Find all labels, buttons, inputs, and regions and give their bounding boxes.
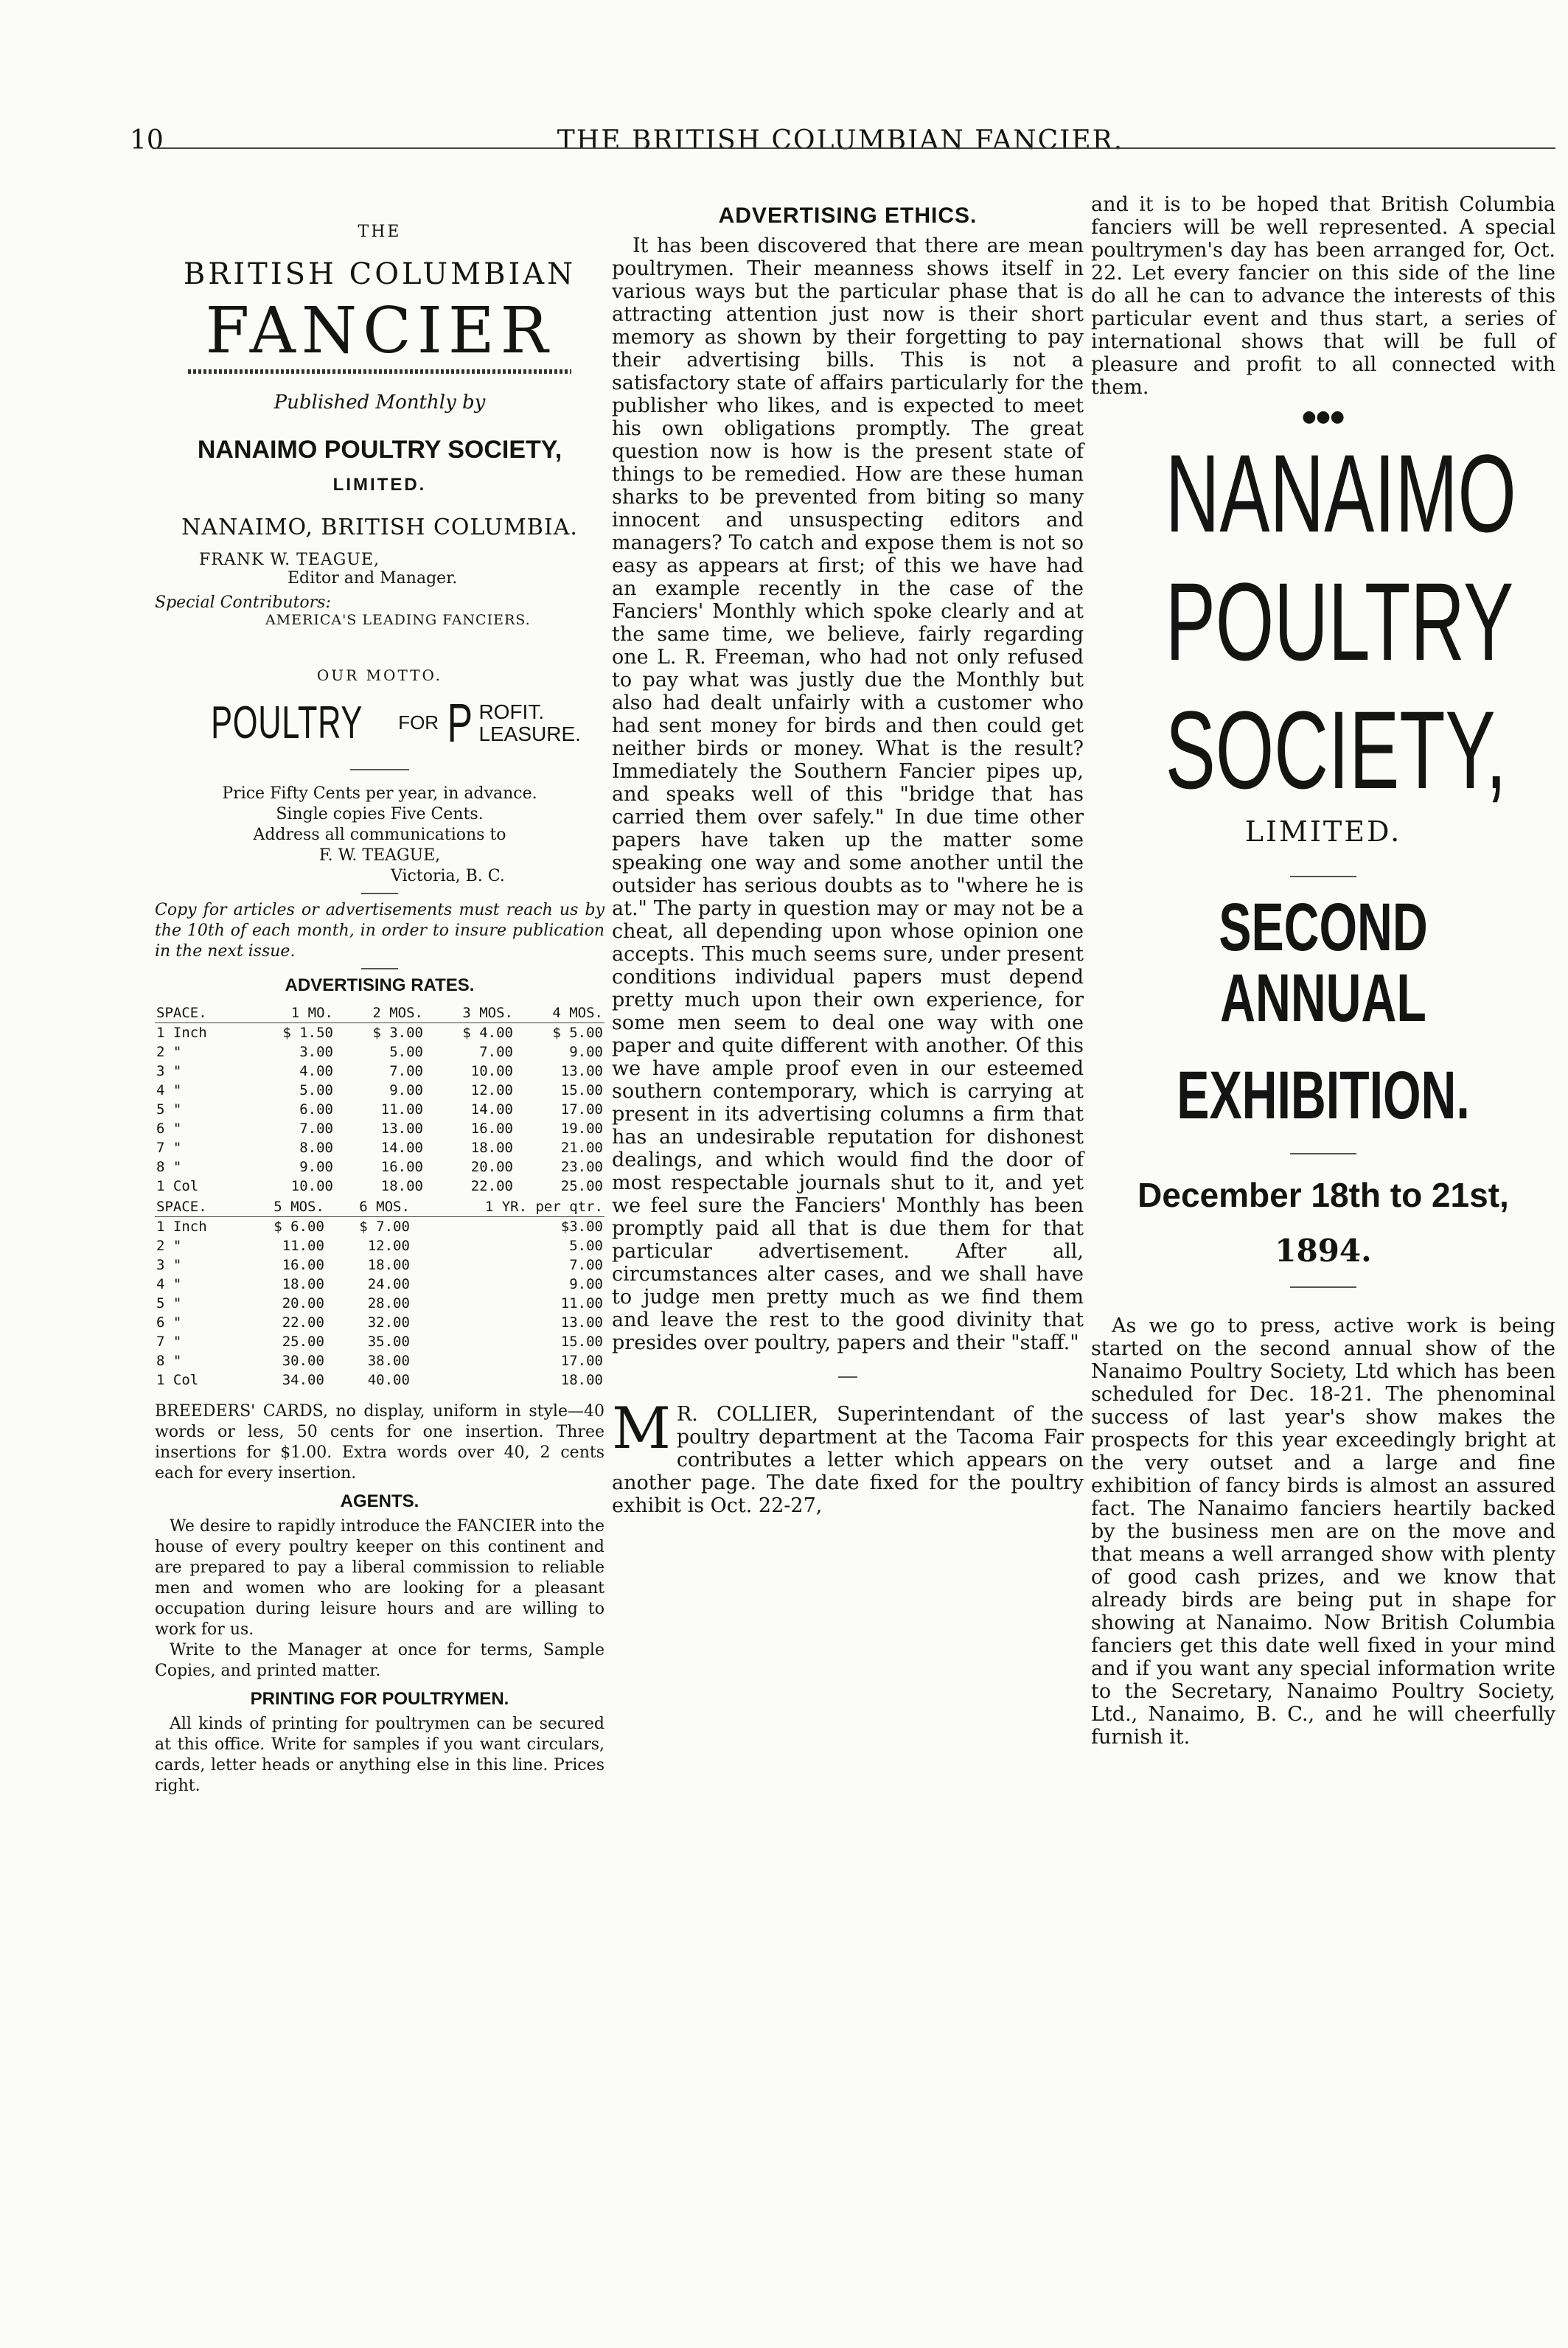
breeders-cards: BREEDERS' CARDS, no display, uniform in style—40 words or less, 50 cents for one insertion. Three insertions for $1.00. Extra words over 40, 2 cents each for every insertion. (155, 1402, 604, 1483)
rates2-cell: 28.00 (367, 1295, 410, 1311)
rates1-cell: 25.00 (560, 1178, 603, 1194)
agents-p2: Write to the Manager at once for terms, Sample Copies, and printed matter. (155, 1641, 604, 1680)
rates1-cell: 9.00 (299, 1159, 333, 1175)
rates1-header-cell: 4 MOS. (515, 1003, 604, 1023)
rates1-cell: 16.00 (470, 1121, 513, 1137)
running-head: THE BRITISH COLUMBIAN FANCIER. (557, 125, 1124, 156)
rates1-cell: 21.00 (560, 1140, 603, 1156)
rates1-cell: 13.00 (560, 1063, 603, 1079)
price-line1: Price Fifty Cents per year, in advance. (222, 784, 537, 803)
rates1-cell: 1 Col (156, 1178, 199, 1194)
rates1-row (155, 1100, 604, 1119)
rates-table-2 (155, 1197, 604, 1390)
rates2-cell: $3.00 (560, 1219, 603, 1235)
masthead-society: NANAIMO POULTRY SOCIETY, (197, 436, 562, 464)
rates2-cell: 18.00 (282, 1276, 324, 1292)
rates2-cell: 5.00 (569, 1238, 603, 1254)
motto-leasure: LEASURE. (478, 722, 581, 745)
rates1-row (155, 1119, 604, 1138)
ad-dates: December 18th to 21st, (1137, 1176, 1509, 1214)
rates1-cell: 5 " (156, 1101, 182, 1118)
rates2-cell: 7.00 (569, 1257, 603, 1273)
rates2-cell: 3 " (156, 1257, 182, 1273)
motto-rofit: ROFIT. (478, 700, 545, 723)
rates2-header-cell: SPACE. (155, 1197, 240, 1217)
rates1-cell: 14.00 (380, 1140, 423, 1156)
rates1-cell: 8 " (156, 1159, 182, 1175)
rates2-cell: 17.00 (560, 1353, 603, 1369)
printing-title: PRINTING FOR POULTRYMEN. (250, 1689, 509, 1709)
masthead-published: Published Monthly by (273, 391, 486, 414)
rates2-cell: 16.00 (282, 1257, 324, 1273)
ethics-column (612, 155, 1084, 1517)
price-line3: Address all communications to (253, 826, 506, 844)
rates2-cell: 9.00 (569, 1276, 603, 1292)
price-rule (361, 893, 398, 894)
col3-top-text: and it is to be hoped that British Columbia fanciers will be well represented. A special poultrymen's day has been arranged for, Oct. 22. Let every fancier on this side of the line do all he can to advance the interests of this particular event and thus start, a series of international shows that will be full of pleasure and profit to all connected with them. (1091, 193, 1555, 399)
masthead-place: NANAIMO, BRITISH COLUMBIA. (181, 515, 578, 540)
copy-rule (361, 968, 398, 969)
rates1-cell: 10.00 (470, 1063, 513, 1079)
rates1-cell: 10.00 (290, 1178, 333, 1194)
ad-nanaimo: NANAIMO (1165, 431, 1516, 555)
rates1-cell: 3 " (156, 1063, 182, 1079)
rates1-cell: $ 3.00 (372, 1025, 423, 1041)
motto (155, 691, 604, 754)
rates1-cell: 7.00 (299, 1121, 333, 1137)
rates2-row (155, 1313, 604, 1332)
ethics-title: ADVERTISING ETHICS. (718, 203, 978, 228)
rates2-cell: 13.00 (560, 1314, 603, 1331)
price-line5: Victoria, B. C. (391, 867, 505, 885)
rates1-cell: 2 " (156, 1044, 182, 1060)
rates2-cell: 40.00 (367, 1372, 410, 1388)
rates1-cell: 18.00 (380, 1178, 423, 1194)
rates2-row (155, 1236, 604, 1255)
rates2-cell: 20.00 (282, 1295, 324, 1311)
rates2-cell: 25.00 (282, 1334, 324, 1350)
rates1-row (155, 1062, 604, 1081)
rates1-cell: 5.00 (299, 1082, 333, 1098)
motto-poultry: POULTRY (211, 697, 363, 748)
press-note: As we go to press, active work is being started on the second annual show of the Nanaimo Poultry Society, Ltd which has been scheduled for Dec. 18-21. The phenominal success of last year's show makes the prospects for this year exceedingly bright at the very outset and a large and fine exhibition of fancy birds is almost an assured fact. The Nanaimo fanciers heartily backed by the business men are on the move and that means a well arranged show with plenty of good cash prizes, and we know that already birds are being put in shape for showing at Nanaimo. Now British Columbia fanciers get this date well fixed in your mind and if you want any special information write to the Secretary, Nanaimo Poultry Society, Ltd., Nanaimo, B. C., and he will cheerfully furnish it. (1091, 1314, 1555, 1749)
rates1-cell: 14.00 (470, 1101, 513, 1118)
masthead-limited: LIMITED. (332, 475, 427, 495)
rates1-cell: 13.00 (380, 1121, 423, 1137)
rates2-row (155, 1370, 604, 1390)
rates1-cell: 23.00 (560, 1159, 603, 1175)
masthead-contrib-value: AMERICA'S LEADING FANCIERS. (265, 612, 531, 628)
rates1-cell: 4.00 (299, 1063, 333, 1079)
rates1-cell: 17.00 (560, 1101, 603, 1118)
masthead-editor-name: FRANK W. TEAGUE, (199, 551, 380, 569)
rates1-row (155, 1042, 604, 1062)
rates2-row (155, 1217, 604, 1237)
rates2-cell: 18.00 (367, 1257, 410, 1273)
rates2-header-cell: 1 YR. per qtr. (411, 1197, 604, 1217)
rates2-row (155, 1275, 604, 1294)
rates1-cell: 19.00 (560, 1121, 603, 1137)
rates2-cell: 38.00 (367, 1353, 410, 1369)
rates2-cell: 5 " (156, 1295, 182, 1311)
rates1-row (155, 1081, 604, 1100)
rates2-row (155, 1351, 604, 1370)
ad-poultry: POULTRY (1165, 560, 1514, 683)
header-rule (155, 147, 1555, 149)
rates1-row (155, 1023, 604, 1043)
rates1-cell: 1 Inch (156, 1025, 207, 1041)
rates1-cell: 15.00 (560, 1082, 603, 1098)
masthead-contrib-label: Special Contributors: (155, 593, 331, 612)
rates2-cell: 11.00 (560, 1295, 603, 1311)
rates2-cell: 6 " (156, 1314, 182, 1331)
motto-label: OUR MOTTO. (316, 666, 443, 684)
rates1-cell: 18.00 (470, 1140, 513, 1156)
rates2-row (155, 1294, 604, 1313)
rates2-cell: 18.00 (560, 1372, 603, 1388)
rates2-row (155, 1332, 604, 1351)
masthead-wavy-rule (188, 369, 571, 374)
ad-second-annual: SECOND ANNUAL (1219, 890, 1428, 1036)
rates2-cell: 22.00 (282, 1314, 324, 1331)
rates1-cell: 5.00 (389, 1044, 423, 1060)
rates1-cell: 9.00 (569, 1044, 603, 1060)
rates2-cell: $ 6.00 (273, 1219, 324, 1235)
rates1-row (155, 1177, 604, 1196)
rates1-header-cell: 1 MO. (245, 1003, 335, 1023)
rates1-cell: 11.00 (380, 1101, 423, 1118)
masthead-fancier: FANCIER (205, 294, 554, 368)
printing-p1: All kinds of printing for poultrymen can be secured at this office. Write for samples if you want circulars, cards, letter heads or anything else in this line. Prices right. (155, 1715, 604, 1795)
rates2-header-cell: 6 MOS. (326, 1197, 411, 1217)
rates1-cell: $ 5.00 (552, 1025, 603, 1041)
page-number: 10 (130, 125, 164, 156)
ad-dots: ●●● (1302, 408, 1345, 426)
rates1-cell: 6 " (156, 1121, 182, 1137)
rates1-header-cell: SPACE. (155, 1003, 245, 1023)
masthead-editor-role: Editor and Manager. (288, 569, 458, 588)
announcement-column (1091, 155, 1555, 1749)
rates1-cell: $ 4.00 (462, 1025, 513, 1041)
rates2-cell: 1 Col (156, 1372, 199, 1388)
rates1-cell: 6.00 (299, 1101, 333, 1118)
rates2-cell: 24.00 (367, 1276, 410, 1292)
collier-note (612, 1403, 1084, 1517)
rates2-cell: 15.00 (560, 1334, 603, 1350)
price-line4: F. W. TEAGUE, (318, 846, 441, 865)
rates1-cell: 7.00 (389, 1063, 423, 1079)
rates1-cell: 4 " (156, 1082, 182, 1098)
ad-rule-2 (1290, 1153, 1356, 1154)
rates2-cell: 32.00 (367, 1314, 410, 1331)
masthead-column (155, 155, 604, 1797)
rates1-cell: 12.00 (470, 1082, 513, 1098)
rates2-cell: 34.00 (282, 1372, 324, 1388)
rates2-cell: $ 7.00 (359, 1219, 410, 1235)
rates2-cell: 4 " (156, 1276, 182, 1292)
rates1-cell: 22.00 (470, 1178, 513, 1194)
rates1-cell: 16.00 (380, 1159, 423, 1175)
motto-p: P (447, 692, 473, 753)
rates1-cell: 7 " (156, 1140, 182, 1156)
masthead-the: THE (358, 223, 402, 241)
rates1-row (155, 1138, 604, 1157)
ad-limited: LIMITED. (1244, 815, 1402, 848)
rates1-cell: 8.00 (299, 1140, 333, 1156)
copy-notice: Copy for articles or advertisements must reach us by the 10th of each month, in order to insure publication in the next issue. (155, 901, 604, 961)
rates2-cell: 8 " (156, 1353, 182, 1369)
ad-rule-1 (1290, 876, 1356, 877)
rates2-cell: 7 " (156, 1334, 182, 1350)
rates1-row (155, 1157, 604, 1177)
rates2-cell: 35.00 (367, 1334, 410, 1350)
motto-for: FOR (398, 711, 439, 734)
rates2-cell: 2 " (156, 1238, 182, 1254)
rates2-row (155, 1255, 604, 1275)
collier-dropcap: M (612, 1403, 671, 1462)
ad-year: 1894. (1275, 1233, 1372, 1269)
rates2-cell: 1 Inch (156, 1219, 207, 1235)
rates-table-1 (155, 1003, 604, 1196)
rates2-cell: 12.00 (367, 1238, 410, 1254)
price-line2: Single copies Five Cents. (276, 805, 484, 823)
ethics-rule (838, 1376, 857, 1378)
rates2-cell: 30.00 (282, 1353, 324, 1369)
rates1-cell: $ 1.50 (282, 1025, 333, 1041)
rates1-cell: 20.00 (470, 1159, 513, 1175)
motto-rule (350, 769, 409, 770)
rates1-cell: 7.00 (479, 1044, 513, 1060)
rates1-cell: 9.00 (389, 1082, 423, 1098)
ad-exhibition: EXHIBITION. (1177, 1058, 1470, 1133)
collier-text: R. COLLIER, Superintendant of the poultry department at the Tacoma Fair contributes a letter which appears on another page. The date fixed for the poultry exhibit is Oct. 22-27, (612, 1403, 1084, 1517)
agents-title: AGENTS. (340, 1491, 419, 1511)
rates1-cell: 3.00 (299, 1044, 333, 1060)
masthead-british-columbian: BRITISH COLUMBIAN (183, 257, 576, 291)
ad-society: SOCIETY, (1165, 688, 1507, 812)
rates2-cell: 11.00 (282, 1238, 324, 1254)
rates1-header-cell: 2 MOS. (335, 1003, 425, 1023)
rates2-header-cell: 5 MOS. (240, 1197, 326, 1217)
agents-p1: We desire to rapidly introduce the FANCIER into the house of every poultry keeper on this continent and are prepared to pay a liberal commission to reliable men and women who are looking for a pleasant occupation during leisure hours and are willing to work for us. (155, 1517, 604, 1639)
rates-title: ADVERTISING RATES. (285, 975, 475, 995)
ad-rule-3 (1290, 1286, 1356, 1288)
rates1-header-cell: 3 MOS. (425, 1003, 515, 1023)
ethics-body: It has been discovered that there are mean poultrymen. Their meanness shows itself in various ways but the particular phase that is attracting attention just now is their short memory as shown by their forgetting to pay their advertising bills. This is not a satisfactory state of affairs particularly for the publisher who likes, and is expected to meet his own obligations promptly. The great question now is how is the present state of things to be remedied. How are these human sharks to be prevented from biting so many innocent and unsuspecting editors and managers? To catch and expose them is not so easy as appears at first; of this we have had an example recently in the case of the Fanciers' Monthly which spoke clearly and at the same time, we believe, fairly regarding one L. R. Freeman, who had not only refused to pay what was justly due the Monthly but also had dealt unfairly with a customer who had sent money for birds and then could get neither birds or money. What is the result? Immediately the Southern Fancier pipes up, and speaks well of this "bridge that has carried them over safely." In due time other papers have taken up the matter some speaking one way and some another until the outsider has serious doubts as to "where he is at." The party in question may or may not be a cheat, all depending upon whose opinion one accepts. This much seems sure, under present conditions individual papers must depend pretty much upon their own experience, for some men seem to deal one way with one paper and quite different with another. Of this we have ample proof even in our esteemed southern contemporary, which is carrying at present in its advertising columns a firm that has an undesirable reputation for dishonest dealings, and which would find the door of most respectable journals shut to it, and yet we feel sure the Fanciers' Monthly has been promptly paid all that is due them for that particular advertisement. After all, circumstances alter cases, and we shall have to judge men pretty much as we find them and leave the rest to the good divinity that presides over poultry, papers and their "staff." (612, 234, 1084, 1354)
